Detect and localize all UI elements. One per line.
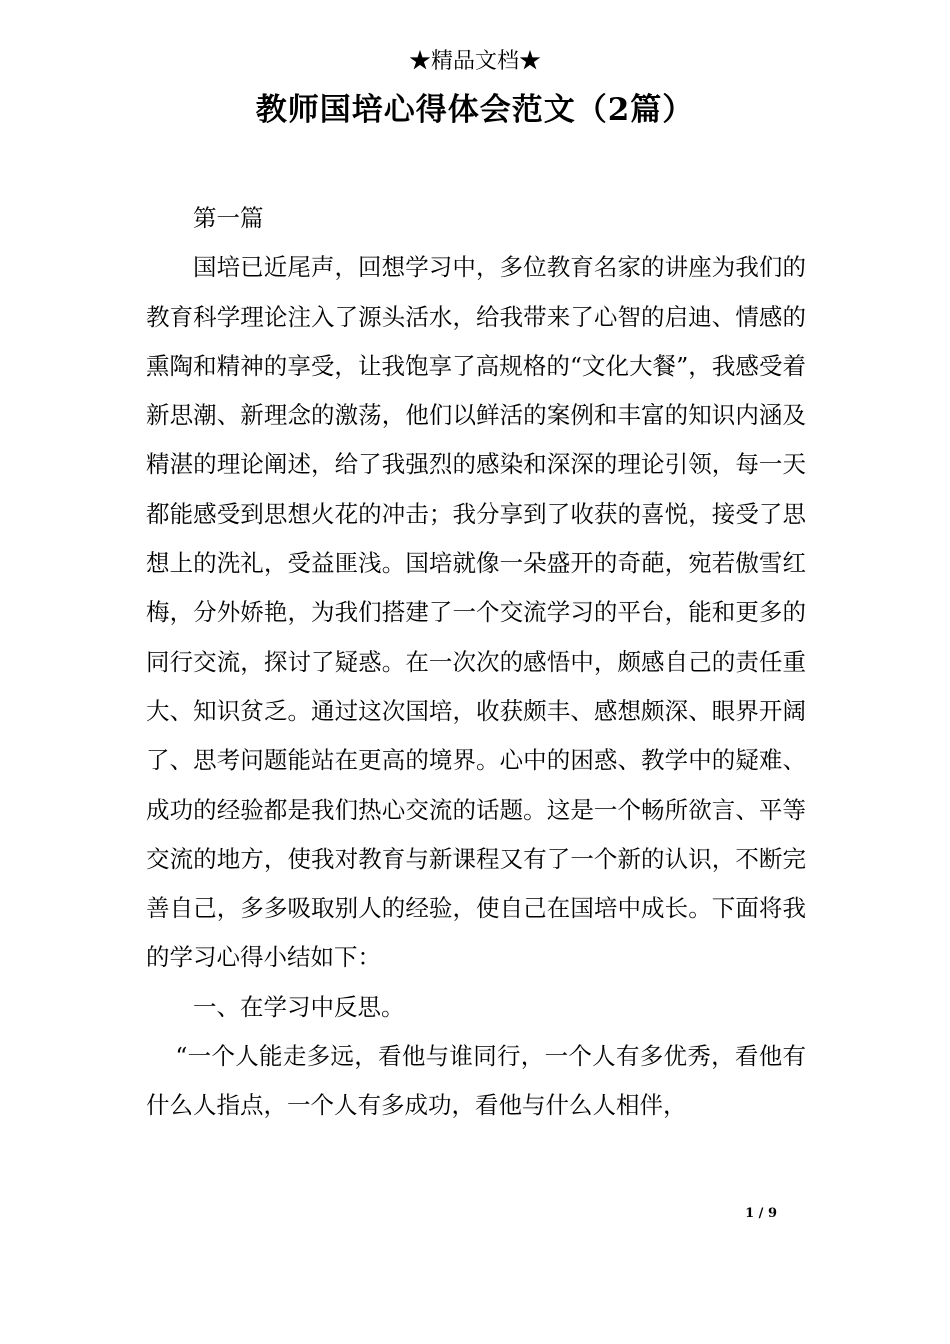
document-body (146, 194, 806, 1131)
document-title: 教师国培心得体会范文（2篇） (255, 92, 695, 128)
section-heading: 第一篇 (193, 204, 264, 232)
subheading-reflection: 一、在学习中反思。 (193, 992, 405, 1021)
paragraph-quote: “一个人能走多远，看他与谁同行，一个人有多优秀，看他有什么人指点，一个人有多成功，看他与什么人相伴， (146, 1042, 806, 1120)
page-number: 1 / 9 (745, 1206, 777, 1221)
document-header-label: ★精品文档★ (408, 49, 541, 74)
paragraph-intro: 国培已近尾声，回想学习中，多位教育名家的讲座为我们的教育科学理论注入了源头活水，给我带来了心智的启迪、情感的熏陶和精神的享受，让我饱享了高规格的“文化大餐”，我感受着新思潮、新理念的激荡，他们以鲜活的案例和丰富的知识内涵及精湛的理论阐述，给了我强烈的感染和深深的理论引领，每一天都能感受到思想火花的冲击；我分享到了收获的喜悦，接受了思想上的洗礼，受益匪浅。国培就像一朵盛开的奇葩，宛若傲雪红梅，分外娇艳，为我们搭建了一个交流学习的平台，能和更多的同行交流，探讨了疑惑。在一次次的感悟中，颇感自己的责任重大、知识贫乏。通过这次国培，收获颇丰、感想颇深、眼界开阔了、思考问题能站在更高的境界。心中的困惑、教学中的疑难、成功的经验都是我们热心交流的话题。这是一个畅所欲言、平等交流的地方，使我对教育与新课程又有了一个新的认识，不断完善自己，多多吸取别人的经验，使自己在国培中成长。下面将我的学习心得小结如下： (146, 253, 806, 972)
